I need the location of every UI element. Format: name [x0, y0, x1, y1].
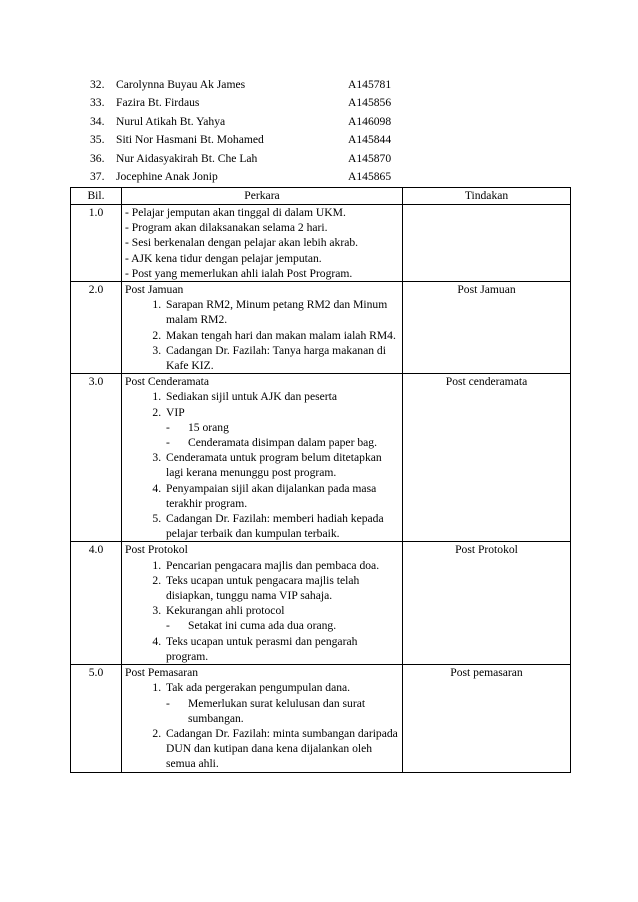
- list-item: [164, 389, 399, 404]
- member-number: 34.: [90, 114, 105, 128]
- member-name: Nurul Atikah Bt. Yahya: [116, 114, 226, 128]
- header-tindakan: Tindakan: [403, 188, 571, 205]
- member-id: A145781: [348, 77, 392, 91]
- row-tindakan: Post Jamuan: [403, 282, 571, 374]
- section-heading: Post Jamuan: [125, 283, 184, 297]
- member-name: Siti Nor Hasmani Bt. Mohamed: [116, 133, 264, 147]
- row-perkara: [122, 374, 403, 542]
- row-perkara: [122, 205, 403, 282]
- section-heading: Post Protokol: [125, 543, 188, 557]
- list-item: [164, 481, 399, 511]
- table-row: [71, 374, 571, 542]
- item-text: Teks ucapan untuk pengacara majlis telah disiapkan, tunggu nama VIP sahaja.: [166, 573, 360, 603]
- member-number: 36.: [90, 151, 105, 165]
- perkara-line: - AJK kena tidur dengan pelajar jemputan.: [125, 251, 322, 265]
- item-list: [125, 297, 399, 373]
- member-list: [90, 75, 420, 186]
- row-number: 2.0: [71, 282, 122, 374]
- row-tindakan: Post cenderamata: [403, 374, 571, 542]
- item-text: Sediakan sijil untuk AJK dan peserta: [166, 390, 337, 404]
- section-heading: Post Cenderamata: [125, 375, 210, 389]
- perkara-line: - Post yang memerlukan ahli ialah Post Program.: [125, 266, 353, 280]
- row-number: 4.0: [71, 542, 122, 665]
- header-bil: Bil.: [71, 188, 122, 205]
- row-perkara: [122, 542, 403, 665]
- item-text: Cadangan Dr. Fazilah: minta sumbangan daripada DUN dan kutipan dana kena dijalankan oleh semua ahli.: [166, 726, 398, 771]
- item-text: Sarapan RM2, Minum petang RM2 dan Minum malam RM2.: [166, 298, 388, 327]
- member-row: [90, 112, 420, 131]
- item-text: VIP: [166, 405, 185, 419]
- sub-item: - Setakat ini cuma ada dua orang.: [166, 618, 399, 633]
- member-name: Fazira Bt. Firdaus: [116, 96, 200, 110]
- perkara-line: - Program akan dilaksanakan selama 2 hari.: [125, 221, 328, 235]
- list-item: [164, 297, 399, 327]
- table-row: [71, 665, 571, 772]
- sub-item: - 15 orang: [166, 420, 399, 435]
- member-row: [90, 149, 420, 168]
- member-name: Jocephine Anak Jonip: [116, 170, 218, 184]
- member-id: A145870: [348, 151, 392, 165]
- row-tindakan: Post Protokol: [403, 542, 571, 665]
- list-item: [164, 726, 399, 772]
- item-text: Cadangan Dr. Fazilah: memberi hadiah kepada pelajar terbaik dan kumpulan terbaik.: [166, 512, 384, 541]
- member-name: Nur Aidasyakirah Bt. Che Lah: [116, 151, 258, 165]
- table-header-row: [71, 188, 571, 205]
- row-perkara: [122, 665, 403, 772]
- member-id: A145856: [348, 96, 392, 110]
- list-item: [164, 680, 399, 726]
- item-text: Teks ucapan untuk perasmi dan pengarah program.: [166, 634, 358, 663]
- table-row: [71, 542, 571, 665]
- member-row: [90, 131, 420, 150]
- item-text: Makan tengah hari dan makan malam ialah RM4.: [166, 328, 396, 342]
- item-text: Pencarian pengacara majlis dan pembaca doa.: [166, 558, 380, 572]
- item-text: Tak ada pergerakan pengumpulan dana.: [166, 681, 351, 695]
- item-list: [125, 680, 399, 771]
- list-item: [164, 343, 399, 373]
- list-item: [164, 511, 399, 541]
- row-tindakan: [403, 205, 571, 282]
- member-id: A145844: [348, 133, 392, 147]
- sub-item: - Memerlukan surat kelulusan dan surat sumbangan.: [166, 696, 399, 726]
- list-item: [164, 450, 399, 480]
- member-row: [90, 168, 420, 187]
- minutes-table: [70, 187, 571, 773]
- list-item: [164, 573, 399, 603]
- table-row: [71, 282, 571, 374]
- row-tindakan: Post pemasaran: [403, 665, 571, 772]
- member-id: A146098: [348, 114, 392, 128]
- item-text: Cenderamata untuk program belum ditetapkan lagi kerana menunggu post program.: [166, 451, 382, 480]
- sub-item: - Cenderamata disimpan dalam paper bag.: [166, 435, 399, 450]
- table-row: [71, 205, 571, 282]
- row-number: 3.0: [71, 374, 122, 542]
- list-item: [164, 328, 399, 343]
- member-number: 32.: [90, 77, 105, 91]
- member-number: 37.: [90, 170, 105, 184]
- list-item: [164, 634, 399, 664]
- row-number: 1.0: [71, 205, 122, 282]
- item-text: Penyampaian sijil akan dijalankan pada masa terakhir program.: [166, 481, 377, 510]
- sub-list: [166, 618, 399, 633]
- member-number: 33.: [90, 96, 105, 110]
- perkara-line: - Sesi berkenalan dengan pelajar akan lebih akrab.: [125, 236, 359, 250]
- list-item: [164, 558, 399, 573]
- item-text: Kekurangan ahli protocol: [166, 604, 285, 618]
- sub-list: [166, 696, 399, 726]
- row-perkara: [122, 282, 403, 374]
- member-number: 35.: [90, 133, 105, 147]
- item-text: Cadangan Dr. Fazilah: Tanya harga makanan di Kafe KIZ.: [166, 343, 386, 373]
- sub-list: [166, 420, 399, 450]
- row-number: 5.0: [71, 665, 122, 772]
- member-name: Carolynna Buyau Ak James: [116, 77, 246, 91]
- perkara-line: - Pelajar jemputan akan tinggal di dalam UKM.: [125, 206, 346, 219]
- list-item: [164, 603, 399, 633]
- member-row: [90, 94, 420, 113]
- member-row: [90, 75, 420, 94]
- item-list: [125, 558, 399, 664]
- member-id: A145865: [348, 170, 392, 184]
- header-perkara: Perkara: [122, 188, 403, 205]
- item-list: [125, 389, 399, 541]
- section-heading: Post Pemasaran: [125, 666, 199, 680]
- list-item: [164, 405, 399, 451]
